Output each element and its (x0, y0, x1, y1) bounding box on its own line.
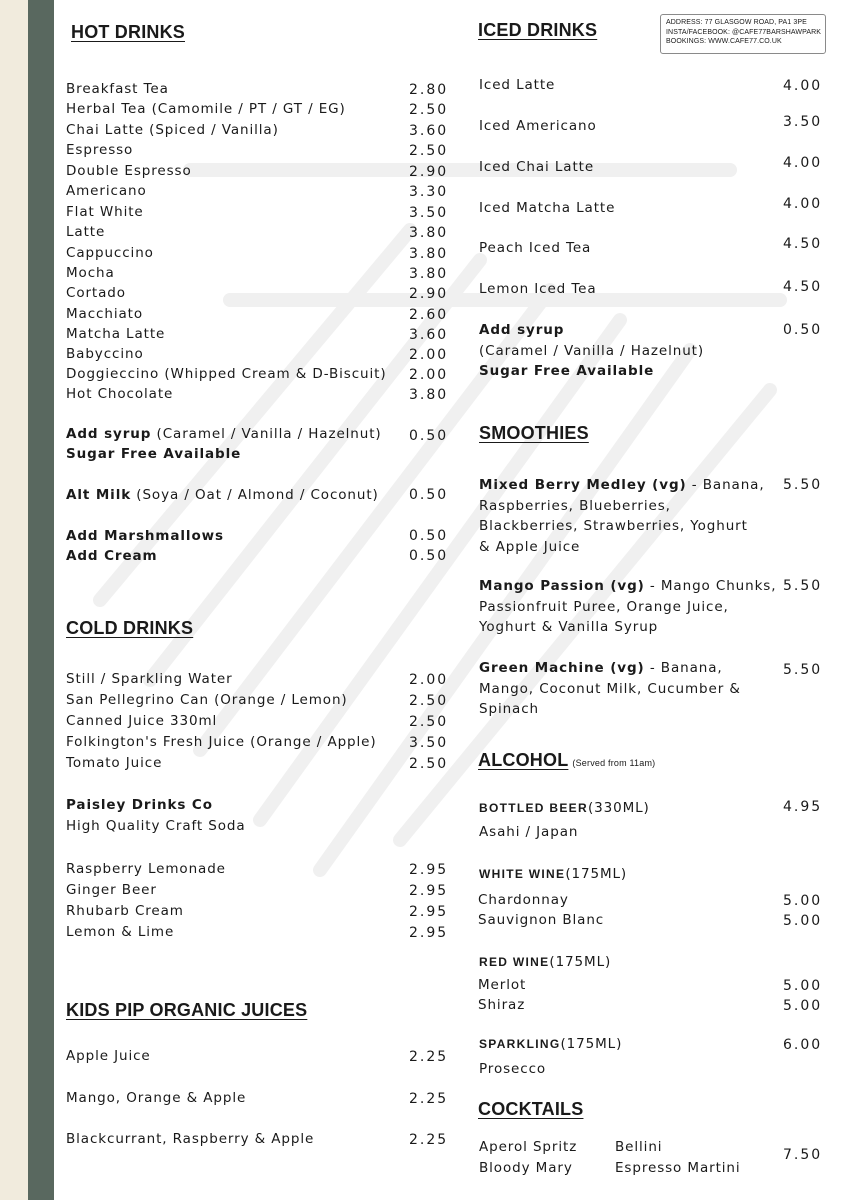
menu-item-price: 2.25 (409, 1091, 449, 1107)
menu-item-name: Folkington's Fresh Juice (Orange / Apple) (66, 734, 377, 750)
menu-item-price: 2.50 (409, 143, 449, 159)
menu-item-name: Herbal Tea (Camomile / PT / GT / EG) (66, 101, 346, 117)
cream-label: Add Cream (66, 548, 158, 564)
menu-item-price: 3.80 (409, 225, 449, 241)
menu-item-name: Iced Matcha Latte (479, 200, 616, 216)
iced-syrup-options: (Caramel / Vanilla / Hazelnut) (479, 343, 705, 359)
menu-item-name: Tomato Juice (66, 755, 163, 771)
menu-item-price: 2.25 (409, 1049, 449, 1065)
menu-item-name: Americano (66, 183, 147, 199)
sparkling-heading: SPARKLING(175ML) (479, 1036, 623, 1052)
menu-item-price: 3.80 (409, 246, 449, 262)
menu-item-price: 2.00 (409, 367, 449, 383)
sparkling-price: 6.00 (783, 1037, 823, 1053)
smoothie-price: 5.50 (783, 578, 823, 594)
menu-item-price: 3.50 (409, 205, 449, 221)
menu-item-price: 3.80 (409, 266, 449, 282)
menu-item-price: 4.00 (783, 78, 823, 94)
menu-item-price: 5.00 (783, 998, 823, 1014)
menu-item-name: San Pellegrino Can (Orange / Lemon) (66, 692, 348, 708)
menu-item-name: Chai Latte (Spiced / Vanilla) (66, 122, 279, 138)
smoothie-price: 5.50 (783, 477, 823, 493)
menu-item-name: Iced Latte (479, 77, 556, 93)
menu-item-price: 2.00 (409, 347, 449, 363)
cold-drinks-heading: COLD DRINKS (66, 618, 194, 638)
menu-item-name: Double Espresso (66, 163, 192, 179)
menu-item-price: 2.50 (409, 756, 449, 772)
menu-item-price: 2.60 (409, 307, 449, 323)
menu-item-price: 3.60 (409, 327, 449, 343)
menu-item-name: Still / Sparkling Water (66, 671, 233, 687)
menu-item-price: 2.50 (409, 714, 449, 730)
smoothie-name-line: Mixed Berry Medley (vg) - Banana, (479, 477, 765, 493)
menu-item-price: 3.60 (409, 123, 449, 139)
menu-item-name: Breakfast Tea (66, 81, 169, 97)
menu-item-price: 2.50 (409, 693, 449, 709)
iced-syrup-price: 0.50 (783, 322, 823, 338)
smoothie-ingredients-line: Yoghurt & Vanilla Syrup (479, 619, 659, 635)
menu-item-price: 5.00 (783, 893, 823, 909)
menu-item-name: Shiraz (478, 997, 526, 1013)
menu-item-price: 2.25 (409, 1132, 449, 1148)
cocktail-item: Bellini (615, 1139, 663, 1155)
hot-drinks-heading: HOT DRINKS (71, 22, 185, 42)
smoothie-ingredients-line: Mango, Coconut Milk, Cucumber & (479, 680, 741, 697)
alcohol-note: (Served from 11am) (572, 758, 656, 768)
bookings-text: BOOKINGS: WWW.CAFE77.CO.UK (666, 38, 782, 45)
menu-item-name: Cortado (66, 285, 126, 301)
soda-brand: Paisley Drinks Co (66, 797, 213, 813)
menu-item-name: Matcha Latte (66, 326, 166, 342)
menu-item-price: 3.50 (409, 735, 449, 751)
smoothie-ingredients-line: Raspberries, Blueberries, (479, 497, 671, 514)
cocktails-heading: COCKTAILS (478, 1099, 584, 1119)
menu-item-name: Rhubarb Cream (66, 903, 184, 919)
menu-item-price: 2.90 (409, 286, 449, 302)
menu-item-price: 3.50 (783, 114, 823, 130)
smoothie-name-line: Green Machine (vg) - Banana, (479, 660, 723, 676)
menu-item-name: Hot Chocolate (66, 386, 174, 402)
cocktails-price: 7.50 (783, 1147, 823, 1163)
hot-syrup-price: 0.50 (409, 428, 449, 444)
smoothie-price: 5.50 (783, 662, 823, 678)
menu-item-price: 2.00 (409, 672, 449, 688)
menu-item-price: 3.30 (409, 184, 449, 200)
smoothie-ingredients-line: & Apple Juice (479, 538, 581, 555)
hot-sugar-free: Sugar Free Available (66, 446, 242, 462)
white-wine-heading: WHITE WINE(175ML) (479, 866, 628, 882)
menu-item-name: Lemon & Lime (66, 924, 175, 940)
menu-item-name: Flat White (66, 204, 144, 220)
alcohol-heading: ALCOHOL (Served from 11am) (478, 750, 656, 770)
green-side-stripe (28, 0, 54, 1200)
marshmallows-label: Add Marshmallows (66, 528, 224, 544)
menu-item-price: 4.00 (783, 155, 823, 171)
menu-item-name: Latte (66, 224, 106, 240)
menu-item-price: 4.50 (783, 279, 823, 295)
marshmallows-price: 0.50 (409, 528, 449, 544)
menu-item-name: Babyccino (66, 346, 144, 362)
cream-price: 0.50 (409, 548, 449, 564)
menu-item-name: Chardonnay (478, 892, 569, 908)
beer-heading: BOTTLED BEER(330ML) (479, 800, 650, 816)
iced-syrup-label: Add syrup (479, 322, 565, 338)
menu-item-name: Cappuccino (66, 245, 154, 261)
menu-item-price: 5.00 (783, 978, 823, 994)
menu-item-price: 2.95 (409, 883, 449, 899)
social-text: INSTA/FACEBOOK: @CAFE77BARSHAWPARK (666, 28, 822, 36)
menu-item-name: Ginger Beer (66, 882, 157, 898)
beer-price: 4.95 (783, 799, 823, 815)
menu-item-price: 2.80 (409, 82, 449, 98)
cocktail-item: Bloody Mary (479, 1160, 573, 1176)
beer-item: Asahi / Japan (479, 824, 579, 840)
menu-item-name: Doggieccino (Whipped Cream & D-Biscuit) (66, 366, 387, 382)
menu-item-name: Merlot (478, 977, 527, 993)
smoothies-heading: SMOOTHIES (479, 423, 589, 443)
menu-item-price: 2.50 (409, 102, 449, 118)
smoothie-ingredients-line: Spinach (479, 701, 539, 717)
alt-milk-line: Alt Milk (Soya / Oat / Almond / Coconut) (66, 487, 379, 503)
menu-item-name: Espresso (66, 142, 134, 158)
menu-item-price: 4.50 (783, 236, 823, 252)
sparkling-item: Prosecco (479, 1061, 547, 1077)
menu-item-name: Mango, Orange & Apple (66, 1090, 247, 1106)
iced-drinks-heading: ICED DRINKS (478, 20, 598, 40)
cocktail-item: Aperol Spritz (479, 1139, 578, 1155)
menu-item-name: Apple Juice (66, 1048, 151, 1064)
menu-item-name: Iced Chai Latte (479, 159, 595, 175)
menu-item-name: Iced Americano (479, 118, 597, 134)
menu-item-price: 2.95 (409, 925, 449, 941)
cocktail-item: Espresso Martini (615, 1160, 741, 1176)
menu-item-name: Canned Juice 330ml (66, 713, 218, 729)
menu-item-price: 3.80 (409, 387, 449, 403)
menu-item-price: 2.95 (409, 862, 449, 878)
menu-item-name: Macchiato (66, 306, 143, 322)
menu-item-name: Peach Iced Tea (479, 240, 592, 256)
alt-milk-price: 0.50 (409, 487, 449, 503)
iced-sugar-free: Sugar Free Available (479, 363, 655, 379)
address-text: ADDRESS: 77 GLASGOW ROAD, PA1 3PE (666, 19, 807, 26)
smoothie-name-line: Mango Passion (vg) - Mango Chunks, (479, 578, 777, 594)
kids-heading: KIDS PIP ORGANIC JUICES (66, 1000, 308, 1020)
smoothie-ingredients-line: Blackberries, Strawberries, Yoghurt (479, 518, 748, 534)
smoothie-ingredients-line: Passionfruit Puree, Orange Juice, (479, 598, 729, 615)
menu-item-name: Mocha (66, 265, 115, 281)
hot-syrup-line: Add syrup (Caramel / Vanilla / Hazelnut) (66, 426, 382, 442)
contact-info-box (660, 14, 826, 54)
menu-item-price: 4.00 (783, 196, 823, 212)
menu-item-name: Raspberry Lemonade (66, 861, 226, 877)
menu-item-price: 2.95 (409, 904, 449, 920)
menu-item-name: Sauvignon Blanc (478, 912, 605, 928)
cream-side-stripe (0, 0, 28, 1200)
soda-description: High Quality Craft Soda (66, 818, 246, 834)
red-wine-heading: RED WINE(175ML) (479, 954, 612, 970)
menu-item-name: Lemon Iced Tea (479, 281, 597, 297)
menu-item-price: 2.90 (409, 164, 449, 180)
menu-item-price: 5.00 (783, 913, 823, 929)
menu-item-name: Blackcurrant, Raspberry & Apple (66, 1131, 315, 1147)
